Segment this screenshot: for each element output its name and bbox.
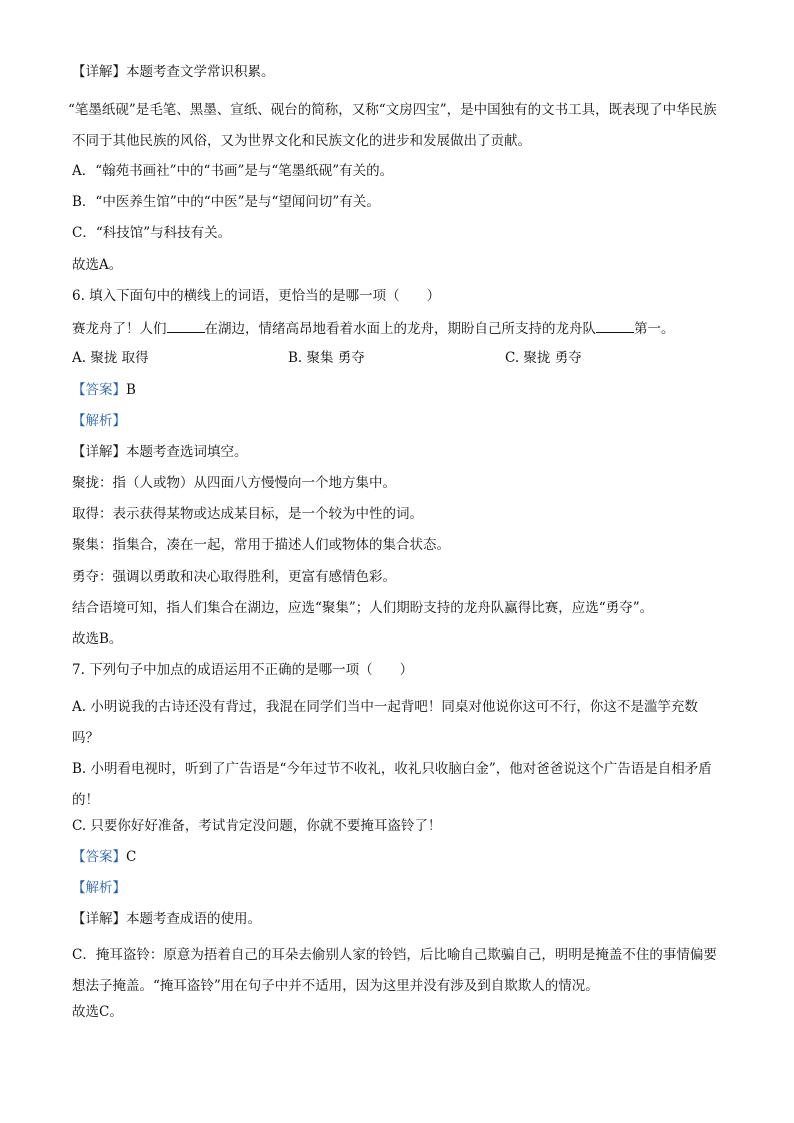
- question-6-sentence: [72, 318, 675, 339]
- option-c-note: C．“科技馆”与科技有关。: [72, 225, 232, 241]
- idiom-explanation: C．掩耳盗铃：原意为捂着自己的耳朵去偷别人家的铃铛，后比喻自己欺骗自己，明明是掩盖不住的事情偏要想法子掩盖。“掩耳盗铃”用在句子中并不适用，因为这里并没有涉及到自欺欺人的情况。: [72, 947, 717, 994]
- detail-tag: 【详解】: [72, 911, 126, 927]
- conclusion: 故选B。: [72, 631, 123, 647]
- answer-value: C: [126, 849, 137, 865]
- detail-tag: 【详解】: [72, 444, 126, 460]
- analysis-line: [72, 878, 126, 898]
- question-7-option-c: C. 只要你好好准备，考试肯定没问题，你就不要掩耳盗铃了！: [72, 818, 442, 834]
- detail-line: [72, 62, 275, 82]
- detail-text: 本题考查文学常识积累。: [126, 64, 275, 80]
- detail-text: 本题考查选词填空。: [126, 444, 248, 460]
- question-6-stem: 6. 填入下面句中的横线上的词语，更恰当的是哪一项（ ）: [72, 288, 441, 304]
- answer-value: B: [126, 382, 136, 398]
- option-b-note: B．“中医养生馆”中的“中医”是与“望闻问切”有关。: [72, 194, 380, 210]
- option-c: C. 聚拢 勇夺: [505, 350, 582, 366]
- question-7-option-a: A. 小明说我的古诗还没有背过，我混在同学们当中一起背吧！同桌对他说你这可不行，你这不是滥竽充数吗？: [72, 699, 698, 746]
- detail-line: [72, 442, 248, 462]
- question-7-option-b: B. 小明看电视时，听到了广告语是“今年过节不收礼，收礼只收脑白金”，他对爸爸说这个广告语是自相矛盾的！: [72, 761, 712, 808]
- sentence-part-1: 赛龙舟了！人们: [72, 321, 167, 337]
- definition-1: 聚拢：指（人或物）从四面八方慢慢向一个地方集中。: [72, 475, 396, 491]
- explanation-paragraph: “笔墨纸砚”是毛笔、黑墨、宣纸、砚台的简称，又称“文房四宝”，是中国独有的文书工具，既表现了中华民族不同于其他民族的风俗，又为世界文化和民族文化的进步和发展做出了贡献。: [68, 102, 717, 149]
- definition-2: 取得：表示获得某物或达成某目标，是一个较为中性的词。: [72, 506, 423, 522]
- question-6-options: [72, 348, 722, 368]
- analysis-line: [72, 411, 126, 431]
- option-a-note: A．“翰苑书画社”中的“书画”是与“笔墨纸砚”有关的。: [72, 163, 394, 179]
- analysis-tag: 【解析】: [72, 413, 126, 429]
- conclusion: 故选A。: [72, 257, 123, 273]
- analysis-tag: 【解析】: [72, 880, 126, 896]
- option-a: A. 聚拢 取得: [72, 350, 149, 366]
- detail-text: 本题考查成语的使用。: [126, 911, 261, 927]
- answer-tag: 【答案】: [72, 382, 126, 398]
- option-b: B. 聚集 勇夺: [288, 350, 365, 366]
- reasoning: 结合语境可知，指人们集合在湖边，应选“聚集”；人们期盼支持的龙舟队赢得比赛，应选“勇夺”。: [72, 600, 654, 616]
- answer-line: [72, 847, 136, 867]
- blank-2: [596, 318, 634, 333]
- definition-4: 勇夺：强调以勇敢和决心取得胜利，更富有感情色彩。: [72, 569, 396, 585]
- definition-3: 聚集：指集合，凑在一起，常用于描述人们或物体的集合状态。: [72, 537, 450, 553]
- blank-1: [167, 318, 205, 333]
- conclusion: 故选C。: [72, 1004, 123, 1020]
- question-7-stem: 7. 下列句子中加点的成语运用不正确的是哪一项（ ）: [72, 662, 414, 678]
- answer-line: [72, 380, 136, 400]
- detail-tag: 【详解】: [72, 64, 126, 80]
- answer-tag: 【答案】: [72, 849, 126, 865]
- sentence-part-3: 第一。: [634, 321, 675, 337]
- sentence-part-2: 在湖边，情绪高昂地看着水面上的龙舟，期盼自己所支持的龙舟队: [204, 321, 596, 337]
- detail-line: [72, 909, 261, 929]
